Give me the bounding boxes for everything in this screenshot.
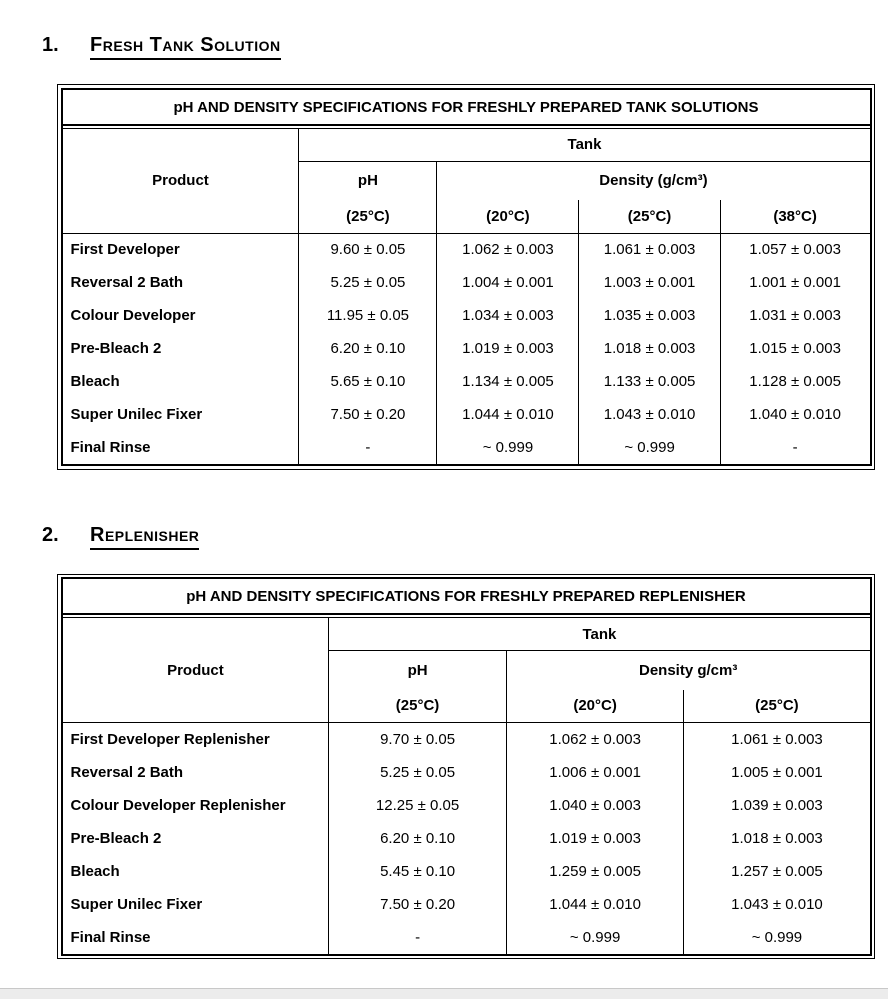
- density-cell: 1.006 ± 0.001: [506, 756, 684, 789]
- density-cell: 1.061 ± 0.003: [731, 730, 823, 748]
- section-heading-1: [42, 34, 888, 60]
- ph-cell: -: [329, 921, 507, 954]
- table-title: pH AND DENSITY SPECIFICATIONS FOR FRESHLY PREPARED TANK SOLUTIONS: [63, 90, 870, 126]
- table-row: [63, 855, 870, 888]
- section-heading-2: [42, 524, 888, 550]
- product-cell: Super Unilec Fixer: [63, 398, 299, 431]
- ph-cell: 5.45 ± 0.10: [329, 855, 507, 888]
- ph-cell: -: [299, 431, 437, 464]
- product-cell: Colour Developer: [63, 299, 299, 332]
- table-row: [63, 233, 870, 266]
- ph-cell: 6.20 ± 0.10: [299, 332, 437, 365]
- density-temp-header: (20°C): [506, 690, 684, 723]
- density-cell: 1.015 ± 0.003: [749, 340, 841, 357]
- table-row: [63, 332, 870, 365]
- density-cell: ~ 0.999: [751, 928, 803, 946]
- ph-temp-header: (25°C): [329, 690, 507, 723]
- page-bottom-strip: [0, 988, 888, 999]
- ph-cell: 5.25 ± 0.05: [329, 756, 507, 789]
- density-temp-header: (25°C): [684, 690, 870, 723]
- density-cell: 1.134 ± 0.005: [437, 365, 579, 398]
- spec-grid: [63, 617, 870, 954]
- density-cell: -: [792, 439, 798, 456]
- section-title: Fresh Tank Solution: [90, 34, 281, 60]
- table-row: [63, 921, 870, 954]
- ph-cell: 5.65 ± 0.10: [299, 365, 437, 398]
- product-cell: First Developer: [63, 233, 299, 266]
- density-cell: 1.133 ± 0.005: [579, 365, 720, 398]
- product-cell: Colour Developer Replenisher: [63, 789, 329, 822]
- product-cell: First Developer Replenisher: [63, 723, 329, 756]
- ph-cell: 5.25 ± 0.05: [299, 266, 437, 299]
- density-cell: 1.040 ± 0.010: [749, 406, 841, 423]
- ph-cell: 11.95 ± 0.05: [299, 299, 437, 332]
- ph-header: pH: [329, 651, 507, 690]
- density-cell: 1.019 ± 0.003: [506, 822, 684, 855]
- ph-cell: 6.20 ± 0.10: [329, 822, 507, 855]
- density-cell: 1.043 ± 0.010: [579, 398, 720, 431]
- density-temp-header: (25°C): [579, 200, 720, 233]
- table-row: [63, 888, 870, 921]
- ph-cell: 9.70 ± 0.05: [329, 723, 507, 756]
- product-cell: Final Rinse: [63, 431, 299, 464]
- density-cell: 1.031 ± 0.003: [749, 307, 841, 324]
- table-row: [63, 299, 870, 332]
- density-cell: 1.044 ± 0.010: [506, 888, 684, 921]
- density-header: Density (g/cm³): [599, 172, 708, 190]
- replenisher-table: [57, 574, 875, 960]
- tank-header: Tank: [329, 618, 870, 651]
- tank-header: Tank: [299, 128, 870, 161]
- table-row: [63, 365, 870, 398]
- density-cell: 1.004 ± 0.001: [437, 266, 579, 299]
- density-cell: 1.257 ± 0.005: [731, 862, 823, 880]
- density-cell: 1.061 ± 0.003: [579, 233, 720, 266]
- density-cell: 1.040 ± 0.003: [506, 789, 684, 822]
- product-cell: Super Unilec Fixer: [63, 888, 329, 921]
- density-cell: 1.005 ± 0.001: [731, 763, 823, 781]
- density-temp-header: (20°C): [437, 200, 579, 233]
- section-number: 1.: [42, 34, 59, 56]
- product-cell: Reversal 2 Bath: [63, 266, 299, 299]
- density-cell: ~ 0.999: [437, 431, 579, 464]
- density-cell: 1.259 ± 0.005: [506, 855, 684, 888]
- density-cell: 1.018 ± 0.003: [579, 332, 720, 365]
- ph-cell: 12.25 ± 0.05: [329, 789, 507, 822]
- density-cell: 1.039 ± 0.003: [731, 796, 823, 814]
- density-cell: 1.019 ± 0.003: [437, 332, 579, 365]
- density-cell: 1.057 ± 0.003: [749, 241, 841, 259]
- ph-cell: 7.50 ± 0.20: [299, 398, 437, 431]
- product-cell: Final Rinse: [63, 921, 329, 954]
- product-header: Product: [63, 618, 329, 723]
- density-cell: 1.062 ± 0.003: [506, 723, 684, 756]
- ph-cell: 9.60 ± 0.05: [299, 233, 437, 266]
- density-header: Density g/cm³: [638, 661, 738, 679]
- density-cell: 1.043 ± 0.010: [731, 895, 823, 913]
- fresh-tank-table: [57, 84, 875, 470]
- ph-header: pH: [299, 161, 437, 200]
- density-cell: ~ 0.999: [506, 921, 684, 954]
- product-header: Product: [63, 128, 299, 233]
- table-row: [63, 789, 870, 822]
- table-row: [63, 431, 870, 464]
- product-cell: Bleach: [63, 855, 329, 888]
- table-title: pH AND DENSITY SPECIFICATIONS FOR FRESHLY PREPARED REPLENISHER: [63, 579, 870, 615]
- ph-cell: 7.50 ± 0.20: [329, 888, 507, 921]
- density-temp-header: (38°C): [720, 200, 869, 233]
- density-cell: 1.003 ± 0.001: [579, 266, 720, 299]
- density-cell: 1.128 ± 0.005: [749, 373, 841, 390]
- table-row: [63, 266, 870, 299]
- ph-temp-header: (25°C): [299, 200, 437, 233]
- density-cell: 1.034 ± 0.003: [437, 299, 579, 332]
- density-cell: ~ 0.999: [579, 431, 720, 464]
- density-cell: 1.001 ± 0.001: [749, 274, 841, 291]
- section-number: 2.: [42, 523, 59, 546]
- spec-grid: [63, 128, 870, 465]
- table-row: [63, 756, 870, 789]
- section-title: Replenisher: [90, 524, 199, 550]
- density-cell: 1.035 ± 0.003: [579, 299, 720, 332]
- density-cell: 1.044 ± 0.010: [437, 398, 579, 431]
- product-cell: Bleach: [63, 365, 299, 398]
- density-cell: 1.018 ± 0.003: [731, 829, 823, 847]
- density-cell: 1.062 ± 0.003: [437, 233, 579, 266]
- table-row: [63, 723, 870, 756]
- product-cell: Reversal 2 Bath: [63, 756, 329, 789]
- table-row: [63, 398, 870, 431]
- product-cell: Pre-Bleach 2: [63, 822, 329, 855]
- table-row: [63, 822, 870, 855]
- product-cell: Pre-Bleach 2: [63, 332, 299, 365]
